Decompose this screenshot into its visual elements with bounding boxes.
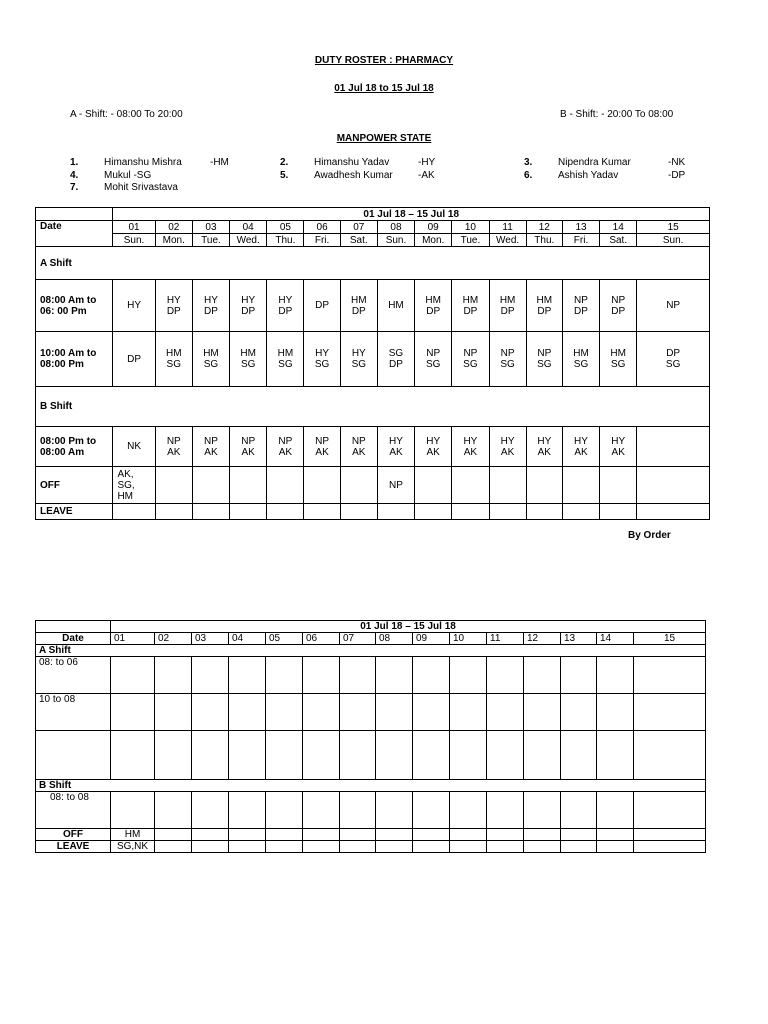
blank-cell [561, 694, 597, 731]
staff-code: -HM [210, 157, 229, 168]
off-cell [489, 467, 526, 504]
b1-cell [637, 427, 710, 467]
blank-cell [111, 694, 155, 731]
blank-cell [597, 731, 634, 780]
blank-cell [303, 841, 340, 853]
blank-cell [229, 829, 266, 841]
a2-cell: HM SG [230, 332, 267, 387]
a2-row [36, 332, 710, 387]
blank-date-cell: 06 [303, 633, 340, 645]
blank-cell [303, 657, 340, 694]
a2-cell: DP SG [637, 332, 710, 387]
blank-cell [266, 657, 303, 694]
blank-cell [266, 841, 303, 853]
leave-cell [377, 504, 414, 520]
a2-cell: HM SG [267, 332, 304, 387]
blank-extra-label [36, 731, 111, 780]
blank-date-cell: 02 [155, 633, 192, 645]
blank-cell [524, 829, 561, 841]
blank-off-cell: HM [111, 829, 155, 841]
blank-cell [634, 829, 706, 841]
blank-cell [266, 731, 303, 780]
blank-b-shift-section [36, 780, 706, 792]
blank-cell [340, 829, 376, 841]
date-cell: 13 [562, 221, 599, 234]
blank-cell [376, 694, 413, 731]
date-cell: 01 [113, 221, 155, 234]
off-cell [637, 467, 710, 504]
date-cell: 12 [526, 221, 562, 234]
blank-a2-label: 10 to 08 [36, 694, 111, 731]
off-cell: NP [377, 467, 414, 504]
roster-title: DUTY ROSTER : PHARMACY [314, 55, 454, 66]
blank-cell [266, 694, 303, 731]
blank-cell [450, 694, 487, 731]
day-cell: Sun. [377, 234, 414, 247]
a2-cell: HY SG [304, 332, 340, 387]
b1-cell: NP AK [304, 427, 340, 467]
blank-cell [597, 657, 634, 694]
a1-cell: HY DP [230, 280, 267, 332]
blank-cell [229, 792, 266, 829]
blank-cell [450, 829, 487, 841]
blank-cell [413, 694, 450, 731]
blank-cell [155, 731, 192, 780]
blank-cell [303, 829, 340, 841]
blank-cell [487, 731, 524, 780]
a1-cell: HM DP [526, 280, 562, 332]
staff-number: 7. [70, 182, 79, 193]
blank-cell [524, 657, 561, 694]
a1-cell: HY DP [267, 280, 304, 332]
leave-cell [489, 504, 526, 520]
staff-number: 2. [280, 157, 289, 168]
b-shift-section [36, 387, 710, 427]
b1-cell: NP AK [267, 427, 304, 467]
leave-cell [192, 504, 229, 520]
leave-cell [230, 504, 267, 520]
blank-cell [487, 792, 524, 829]
blank-b-shift-label: B Shift [36, 780, 706, 792]
blank-cell [155, 829, 192, 841]
a2-cell: NP SG [489, 332, 526, 387]
blank-a1-row [36, 657, 706, 694]
blank-a-shift-section [36, 645, 706, 657]
b1-row [36, 427, 710, 467]
date-cell: 10 [452, 221, 489, 234]
blank-roster-table [35, 620, 706, 853]
day-cell: Thu. [526, 234, 562, 247]
blank-date-cell: 07 [340, 633, 376, 645]
blank-cell [524, 731, 561, 780]
blank-cell [561, 731, 597, 780]
blank-cell [155, 694, 192, 731]
day-cell: Fri. [562, 234, 599, 247]
blank-cell [155, 792, 192, 829]
manpower-title: MANPOWER STATE [336, 133, 432, 144]
b1-cell: NP AK [192, 427, 229, 467]
staff-code: -DP [668, 170, 686, 181]
blank-cell [376, 792, 413, 829]
blank-cell [450, 657, 487, 694]
off-cell: AK, SG, HM [113, 467, 155, 504]
off-cell [155, 467, 192, 504]
a2-cell: HM SG [155, 332, 192, 387]
off-cell [526, 467, 562, 504]
blank-cell [450, 841, 487, 853]
a2-cell: NP SG [526, 332, 562, 387]
staff-code: -AK [418, 170, 435, 181]
a2-cell: HM SG [562, 332, 599, 387]
blank-cell [524, 694, 561, 731]
a1-cell: HM DP [489, 280, 526, 332]
blank-dates-row [36, 633, 706, 645]
blank-corner-cell [36, 621, 111, 633]
day-cell: Mon. [415, 234, 452, 247]
staff-name: Himanshu Mishra [104, 157, 182, 168]
blank-date-cell: 13 [561, 633, 597, 645]
blank-cell [487, 841, 524, 853]
blank-date-cell: 03 [192, 633, 229, 645]
blank-cell [413, 792, 450, 829]
b1-cell: NP AK [230, 427, 267, 467]
leave-cell [340, 504, 377, 520]
date-cell: 02 [155, 221, 192, 234]
date-cell: 07 [340, 221, 377, 234]
blank-b1-row [36, 792, 706, 829]
blank-cell [561, 841, 597, 853]
blank-cell [340, 694, 376, 731]
leave-cell [415, 504, 452, 520]
blank-date-cell: 01 [111, 633, 155, 645]
blank-cell [634, 657, 706, 694]
off-cell [192, 467, 229, 504]
a2-cell: NP SG [415, 332, 452, 387]
b1-cell: HY AK [415, 427, 452, 467]
b1-cell: NK [113, 427, 155, 467]
blank-cell [413, 731, 450, 780]
a1-cell: HM DP [452, 280, 489, 332]
blank-date-cell: 08 [376, 633, 413, 645]
a1-row [36, 280, 710, 332]
blank-cell [413, 829, 450, 841]
dates-row [36, 221, 710, 234]
blank-cell [634, 731, 706, 780]
blank-cell [597, 829, 634, 841]
staff-number: 3. [524, 157, 533, 168]
blank-a1-label: 08: to 06 [36, 657, 111, 694]
blank-off-label: OFF [36, 829, 111, 841]
corner-cell [36, 208, 113, 221]
leave-cell [267, 504, 304, 520]
staff-name: Awadhesh Kumar [314, 170, 393, 181]
a2-cell: HM SG [600, 332, 637, 387]
a1-cell: HM DP [340, 280, 377, 332]
a2-cell: HM SG [192, 332, 229, 387]
blank-leave-cell: SG,NK [111, 841, 155, 853]
off-cell [304, 467, 340, 504]
a1-cell: HY [113, 280, 155, 332]
day-cell: Fri. [304, 234, 340, 247]
blank-cell [111, 657, 155, 694]
date-cell: 14 [600, 221, 637, 234]
leave-cell [637, 504, 710, 520]
roster-period: 01 Jul 18 to 15 Jul 18 [334, 83, 434, 94]
blank-cell [155, 841, 192, 853]
a1-cell: NP DP [600, 280, 637, 332]
a1-cell: NP [637, 280, 710, 332]
blank-cell [229, 841, 266, 853]
blank-cell [376, 841, 413, 853]
day-cell: Tue. [192, 234, 229, 247]
off-label: OFF [36, 467, 113, 504]
staff-name: Ashish Yadav [558, 170, 619, 181]
blank-date-cell: 05 [266, 633, 303, 645]
blank-date-cell: 14 [597, 633, 634, 645]
blank-cell [561, 657, 597, 694]
blank-extra-row [36, 731, 706, 780]
day-cell: Sun. [637, 234, 710, 247]
leave-cell [526, 504, 562, 520]
a2-cell: NP SG [452, 332, 489, 387]
leave-row [36, 504, 710, 520]
date-label: Date [36, 221, 113, 247]
blank-cell [561, 792, 597, 829]
blank-roster-range: 01 Jul 18 – 15 Jul 18 [111, 621, 706, 633]
a2-cell: DP [113, 332, 155, 387]
blank-leave-row [36, 841, 706, 853]
blank-cell [413, 841, 450, 853]
off-row [36, 467, 710, 504]
days-row [36, 234, 710, 247]
blank-cell [266, 792, 303, 829]
blank-a2-row [36, 694, 706, 731]
b1-cell: HY AK [489, 427, 526, 467]
blank-cell [376, 829, 413, 841]
leave-cell [452, 504, 489, 520]
blank-cell [155, 657, 192, 694]
date-cell: 15 [637, 221, 710, 234]
blank-cell [111, 731, 155, 780]
b1-cell: HY AK [526, 427, 562, 467]
off-cell [452, 467, 489, 504]
blank-cell [192, 731, 229, 780]
day-cell: Wed. [489, 234, 526, 247]
date-cell: 03 [192, 221, 229, 234]
date-cell: 08 [377, 221, 414, 234]
blank-cell [487, 657, 524, 694]
a1-cell: HM DP [415, 280, 452, 332]
blank-cell [340, 657, 376, 694]
blank-b1-label: 08: to 08 [36, 792, 111, 829]
staff-code: -HY [418, 157, 436, 168]
blank-cell [303, 694, 340, 731]
blank-cell [340, 841, 376, 853]
staff-name: Mohit Srivastava [104, 182, 178, 193]
day-cell: Tue. [452, 234, 489, 247]
blank-cell [487, 694, 524, 731]
blank-cell [597, 694, 634, 731]
a1-cell: HY DP [192, 280, 229, 332]
day-cell: Mon. [155, 234, 192, 247]
leave-label: LEAVE [36, 504, 113, 520]
day-cell: Sat. [340, 234, 377, 247]
blank-cell [634, 841, 706, 853]
blank-cell [561, 829, 597, 841]
blank-cell [450, 792, 487, 829]
off-cell [267, 467, 304, 504]
blank-cell [229, 731, 266, 780]
b1-cell: HY AK [562, 427, 599, 467]
date-cell: 09 [415, 221, 452, 234]
blank-cell [192, 841, 229, 853]
blank-date-cell: 12 [524, 633, 561, 645]
b1-cell: NP AK [155, 427, 192, 467]
b1-cell: NP AK [340, 427, 377, 467]
blank-date-cell: 15 [634, 633, 706, 645]
off-cell [415, 467, 452, 504]
blank-cell [634, 694, 706, 731]
blank-cell [376, 657, 413, 694]
b-shift-label: B Shift [36, 387, 710, 427]
date-cell: 05 [267, 221, 304, 234]
blank-cell [634, 792, 706, 829]
b1-time-label: 08:00 Pm to 08:00 Am [36, 427, 113, 467]
by-order: By Order [628, 530, 671, 541]
off-cell [230, 467, 267, 504]
blank-cell [111, 792, 155, 829]
staff-number: 5. [280, 170, 289, 181]
a1-cell: HM [377, 280, 414, 332]
off-cell [600, 467, 637, 504]
staff-name: Nipendra Kumar [558, 157, 631, 168]
blank-cell [192, 792, 229, 829]
blank-date-cell: 11 [487, 633, 524, 645]
day-cell: Sun. [113, 234, 155, 247]
staff-number: 4. [70, 170, 79, 181]
blank-leave-label: LEAVE [36, 841, 111, 853]
blank-cell [524, 841, 561, 853]
roster-range: 01 Jul 18 – 15 Jul 18 [113, 208, 710, 221]
date-cell: 04 [230, 221, 267, 234]
blank-cell [303, 792, 340, 829]
b1-cell: HY AK [600, 427, 637, 467]
day-cell: Wed. [230, 234, 267, 247]
blank-cell [340, 731, 376, 780]
leave-cell [155, 504, 192, 520]
blank-cell [303, 731, 340, 780]
a1-time-label: 08:00 Am to 06: 00 Pm [36, 280, 113, 332]
blank-cell [340, 792, 376, 829]
date-cell: 06 [304, 221, 340, 234]
leave-cell [562, 504, 599, 520]
leave-cell [113, 504, 155, 520]
b1-cell: HY AK [377, 427, 414, 467]
b1-cell: HY AK [452, 427, 489, 467]
off-cell [562, 467, 599, 504]
blank-date-cell: 04 [229, 633, 266, 645]
staff-number: 6. [524, 170, 533, 181]
a2-cell: SG DP [377, 332, 414, 387]
a-shift-label: A Shift [36, 247, 710, 280]
off-cell [340, 467, 377, 504]
blank-cell [229, 657, 266, 694]
leave-cell [304, 504, 340, 520]
staff-number: 1. [70, 157, 79, 168]
blank-cell [450, 731, 487, 780]
a1-cell: HY DP [155, 280, 192, 332]
shift-a-timing: A - Shift: - 08:00 To 20:00 [70, 109, 183, 120]
roster-table [35, 207, 710, 520]
blank-date-cell: 10 [450, 633, 487, 645]
blank-cell [192, 694, 229, 731]
blank-cell [192, 657, 229, 694]
a2-cell: HY SG [340, 332, 377, 387]
day-cell: Thu. [267, 234, 304, 247]
blank-cell [524, 792, 561, 829]
shift-b-timing: B - Shift: - 20:00 To 08:00 [560, 109, 674, 120]
a2-time-label: 10:00 Am to 08:00 Pm [36, 332, 113, 387]
blank-cell [266, 829, 303, 841]
blank-cell [376, 731, 413, 780]
blank-a-shift-label: A Shift [36, 645, 706, 657]
leave-cell [600, 504, 637, 520]
staff-name: Mukul -SG [104, 170, 152, 181]
blank-date-label: Date [36, 633, 111, 645]
day-cell: Sat. [600, 234, 637, 247]
blank-date-cell: 09 [413, 633, 450, 645]
staff-name: Himanshu Yadav [314, 157, 390, 168]
blank-cell [192, 829, 229, 841]
blank-cell [413, 657, 450, 694]
a1-cell: NP DP [562, 280, 599, 332]
blank-off-row [36, 829, 706, 841]
staff-code: -NK [668, 157, 686, 168]
date-cell: 11 [489, 221, 526, 234]
blank-cell [597, 792, 634, 829]
a1-cell: DP [304, 280, 340, 332]
blank-cell [229, 694, 266, 731]
a-shift-section [36, 247, 710, 280]
blank-cell [487, 829, 524, 841]
blank-cell [597, 841, 634, 853]
